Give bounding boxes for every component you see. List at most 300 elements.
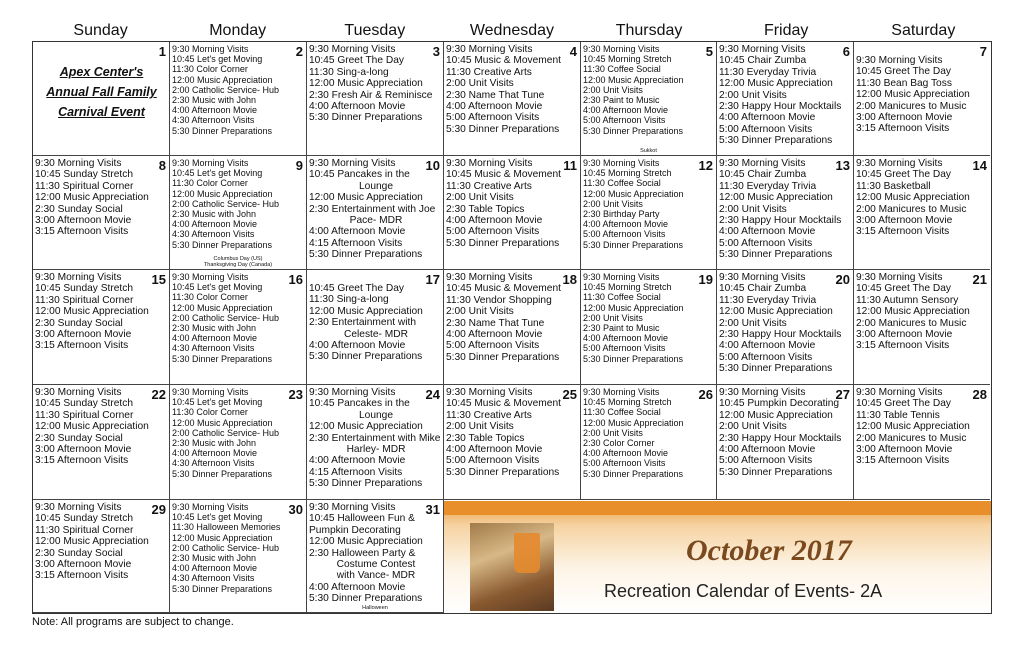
event-list (307, 42, 443, 124)
event-item: 9:30 Morning Visits (172, 44, 249, 54)
event-item: 12:00 Music Appreciation (583, 188, 684, 199)
event-item: 12:00 Music Appreciation (719, 409, 833, 421)
event-item: with Vance- MDR (336, 570, 416, 582)
event-item: 2:30 Music with John (172, 323, 257, 334)
event-list (307, 156, 443, 261)
event-item: 3:00 Afternoon Movie (856, 329, 953, 341)
event-list (33, 156, 169, 238)
event-item: 5:00 Afternoon Visits (583, 115, 666, 126)
event-item: 2:30 Music with John (172, 553, 257, 564)
event-list (581, 270, 716, 364)
event-item: 3:00 Afternoon Movie (35, 329, 132, 341)
event-item: 2:00 Catholic Service- Hub (172, 542, 280, 553)
event-item: 9:30 Morning Visits (35, 158, 122, 169)
day-cell-27 (717, 385, 854, 500)
event-item: 2:30 Sunday Social (35, 203, 123, 215)
day-cell-28 (854, 385, 990, 500)
apex-line: Apex Center's (59, 65, 144, 79)
event-item: 2:00 Manicures to Music (856, 317, 967, 329)
event-item: Costume Contest (336, 559, 416, 571)
autumn-photo (470, 523, 554, 611)
event-item: 3:00 Afternoon Movie (35, 215, 132, 227)
event-item: 11:30 Table Tennis (856, 409, 940, 421)
event-item: 12:00 Music Appreciation (856, 306, 970, 318)
event-item: 5:00 Afternoon Visits (583, 343, 666, 354)
event-item: 10:45 Chair Zumba (719, 283, 807, 295)
day-cell-26 (581, 385, 717, 500)
event-item: 5:30 Dinner Preparations (719, 466, 833, 478)
event-item: 9:30 Morning Visits (309, 387, 396, 398)
event-item: 9:30 Morning Visits (446, 272, 533, 283)
event-item: Lounge (359, 180, 393, 192)
day-cell-29 (33, 500, 170, 613)
event-item: 4:00 Afternoon Movie (583, 333, 669, 344)
event-item: 2:30 Halloween Party & (309, 547, 416, 559)
event-item: 2:30 Entertainment with (309, 317, 417, 329)
event-item: 9:30 Morning Visits (35, 272, 122, 283)
month-banner (444, 501, 991, 613)
event-item: 10:45 Pancakes in the (309, 169, 410, 181)
day-cell-9 (170, 156, 307, 270)
event-item: 2:00 Unit Visits (446, 192, 514, 204)
holiday-label: Halloween (362, 605, 388, 611)
event-item: 10:45 Let's get Moving (172, 512, 263, 523)
event-item: 5:30 Dinner Preparations (172, 583, 273, 594)
event-item: 11:30 Color Corner (172, 292, 248, 303)
event-item: 2:00 Unit Visits (583, 84, 643, 95)
event-item: 12:00 Music Appreciation (35, 421, 149, 433)
event-item: 11:30 Coffee Social (583, 178, 661, 189)
event-item: 4:00 Afternoon Movie (172, 105, 258, 116)
event-item: 4:00 Afternoon Movie (309, 581, 406, 593)
day-number: 27 (835, 387, 850, 402)
day-number: 16 (288, 272, 303, 287)
day-number: 10 (425, 158, 440, 173)
event-item: 9:30 Morning Visits (856, 55, 943, 66)
day-number: 12 (698, 158, 713, 173)
event-item: 10:45 Greet The Day (309, 55, 404, 67)
event-item: 9:30 Morning Visits (583, 272, 660, 282)
event-item: 10:45 Sunday Stretch (35, 169, 133, 181)
day-cell-20 (717, 270, 854, 385)
day-cell-25 (444, 385, 581, 500)
event-item: 2:30 Name That Tune (446, 89, 545, 101)
event-item: 2:00 Unit Visits (719, 317, 787, 329)
event-item: 10:45 Sunday Stretch (35, 283, 133, 295)
event-item: 10:45 Greet The Day (856, 398, 951, 410)
event-item: 4:00 Afternoon Movie (309, 226, 406, 238)
event-item: 2:00 Unit Visits (583, 198, 643, 209)
event-item: 2:00 Manicures to Music (856, 203, 967, 215)
event-item: 5:00 Afternoon Visits (719, 455, 813, 467)
event-list (444, 156, 580, 249)
event-list (717, 156, 853, 261)
cider-glass-icon (514, 533, 540, 573)
event-item: 2:30 Birthday Party (583, 209, 660, 220)
event-list (170, 156, 306, 250)
day-cell-10 (307, 156, 444, 270)
event-item: 2:30 Music with John (172, 95, 257, 106)
event-item: 9:30 Morning Visits (856, 158, 943, 169)
event-item: 2:00 Unit Visits (583, 427, 643, 438)
event-item: 9:30 Morning Visits (446, 44, 533, 55)
event-list (307, 500, 443, 605)
day-number: 7 (979, 44, 987, 59)
event-item: 12:00 Music Appreciation (309, 421, 423, 433)
event-item: 3:15 Afternoon Visits (35, 570, 129, 582)
event-item: 5:30 Dinner Preparations (309, 112, 423, 124)
day-number: 24 (425, 387, 440, 402)
event-item: 9:30 Morning Visits (719, 44, 806, 55)
event-item: 10:45 Greet The Day (309, 283, 404, 294)
event-item: 2:30 Happy Hour Mocktails (719, 215, 842, 227)
event-item: 11:30 Creative Arts (446, 409, 532, 421)
event-item: 5:30 Dinner Preparations (309, 593, 423, 605)
banner-stripe (444, 501, 991, 515)
event-item: 2:00 Unit Visits (719, 421, 787, 433)
event-item: 5:30 Dinner Preparations (583, 353, 684, 364)
event-item: 9:30 Morning Visits (309, 158, 396, 169)
event-item: 12:00 Music Appreciation (309, 192, 423, 204)
event-item: 9:30 Morning Visits (856, 387, 943, 398)
event-item: 9:30 Morning Visits (172, 158, 249, 168)
event-item: 10:45 Pancakes in the (309, 398, 410, 410)
event-item: 4:00 Afternoon Movie (309, 340, 406, 352)
event-item: 9:30 Morning Visits (719, 158, 806, 169)
event-item: 4:00 Afternoon Movie (446, 215, 543, 227)
event-item: 5:30 Dinner Preparations (583, 125, 684, 136)
event-item: 5:30 Dinner Preparations (446, 466, 560, 478)
event-list (33, 385, 169, 467)
holiday-label: Sukkot (640, 148, 657, 154)
event-item: 4:30 Afternoon Visits (172, 115, 255, 126)
event-item: 5:30 Dinner Preparations (172, 125, 273, 136)
event-item: 10:45 Let's get Moving (172, 54, 263, 65)
event-item: 2:30 Music with John (172, 438, 257, 449)
event-item: 11:30 Everyday Trivia (719, 66, 817, 78)
day-number: 11 (563, 158, 577, 173)
day-cell-22 (33, 385, 170, 500)
event-item: 11:30 Color Corner (172, 64, 248, 75)
event-item: 2:00 Catholic Service- Hub (172, 427, 280, 438)
day-number: 13 (835, 158, 850, 173)
event-list (717, 42, 853, 147)
event-list (170, 42, 306, 136)
day-number: 18 (562, 272, 577, 287)
footnote: Note: All programs are subject to change. (32, 616, 234, 628)
weekday-sunday: Sunday (73, 22, 128, 39)
day-number: 25 (562, 387, 577, 402)
event-item: 5:00 Afternoon Visits (719, 123, 813, 135)
event-item: 2:30 Entertainment with Mike (309, 432, 441, 444)
event-item: 12:00 Music Appreciation (172, 74, 273, 85)
event-item: 2:30 Fresh Air & Reminisce (309, 89, 433, 101)
event-item: 12:00 Music Appreciation (172, 188, 273, 199)
event-item: 11:30 Everyday Trivia (719, 180, 817, 192)
day-number: 8 (158, 158, 166, 173)
event-item: 12:00 Music Appreciation (35, 192, 149, 204)
calendar-subtitle: Recreation Calendar of Events- 2A (604, 581, 883, 601)
event-list (581, 42, 716, 136)
event-item: 3:00 Afternoon Movie (35, 444, 132, 456)
event-item: 5:30 Dinner Preparations (309, 249, 423, 261)
event-item: 2:30 Table Topics (446, 203, 525, 215)
event-item: 2:00 Manicures to Music (856, 100, 967, 112)
day-cell-13 (717, 156, 854, 270)
event-item: 9:30 Morning Visits (172, 387, 249, 397)
event-list (717, 270, 853, 375)
day-number: 2 (295, 44, 303, 59)
event-item: 11:30 Sing-a-long (309, 66, 389, 78)
event-item: 10:45 Music & Movement (446, 283, 561, 295)
event-item: 3:00 Afternoon Movie (856, 215, 953, 227)
day-cell-14 (854, 156, 990, 270)
event-item: 9:30 Morning Visits (35, 387, 122, 398)
day-cell-2 (170, 42, 307, 156)
event-item: 2:00 Catholic Service- Hub (172, 198, 280, 209)
day-number: 22 (151, 387, 166, 402)
day-cell-30 (170, 500, 307, 613)
weekday-wednesday: Wednesday (469, 22, 555, 39)
event-item: 11:30 Coffee Social (583, 292, 661, 303)
event-item: 9:30 Morning Visits (583, 44, 660, 54)
event-item: 10:45 Music & Movement (446, 55, 561, 67)
event-list (581, 385, 716, 479)
event-item: 10:45 Music & Movement (446, 398, 561, 410)
day-number: 30 (288, 502, 303, 517)
event-item: 2:00 Unit Visits (446, 421, 514, 433)
event-item: 9:30 Morning Visits (446, 158, 533, 169)
event-list (854, 156, 990, 238)
event-item: 2:30 Happy Hour Mocktails (719, 101, 842, 113)
event-item: 12:00 Music Appreciation (583, 302, 684, 313)
event-item: 10:45 Chair Zumba (719, 55, 807, 67)
event-list (307, 385, 443, 490)
event-item: 10:45 Music & Movement (446, 169, 561, 181)
event-item: 2:30 Entertainment with Joe (309, 203, 436, 215)
event-item: 4:00 Afternoon Movie (583, 105, 669, 116)
event-item: 9:30 Morning Visits (583, 387, 660, 397)
event-item: 5:00 Afternoon Visits (583, 458, 666, 469)
event-item: 4:30 Afternoon Visits (172, 573, 255, 584)
event-item: 11:30 Coffee Social (583, 407, 661, 418)
event-item: 4:00 Afternoon Movie (172, 563, 258, 574)
event-item: 11:30 Creative Arts (446, 180, 532, 192)
day-cell-4 (444, 42, 581, 156)
event-item: 3:15 Afternoon Visits (35, 226, 129, 238)
day-number: 9 (295, 158, 303, 173)
event-item: 4:00 Afternoon Movie (719, 444, 816, 456)
event-list (307, 270, 443, 363)
day-cell-23 (170, 385, 307, 500)
event-item: 11:30 Everyday Trivia (719, 294, 817, 306)
event-item: 3:15 Afternoon Visits (856, 455, 950, 467)
event-item: 2:30 Name That Tune (446, 317, 545, 329)
event-item: 9:30 Morning Visits (35, 502, 122, 513)
day-cell-12 (581, 156, 717, 270)
event-item: Celeste- MDR (344, 328, 408, 340)
event-item: 4:30 Afternoon Visits (172, 343, 255, 354)
event-item: 9:30 Morning Visits (309, 502, 396, 513)
event-list (33, 270, 169, 352)
event-item: 5:00 Afternoon Visits (446, 455, 540, 467)
day-cell-7 (854, 42, 990, 156)
event-item: 5:30 Dinner Preparations (583, 468, 684, 479)
event-item: 5:30 Dinner Preparations (172, 468, 273, 479)
event-item: 10:45 Morning Stretch (583, 397, 672, 408)
event-item: 11:30 Halloween Memories (172, 522, 281, 533)
day-number: 1 (158, 44, 166, 59)
event-item: 11:30 Sing-a-long (309, 294, 389, 306)
day-cell-3 (307, 42, 444, 156)
event-item: 12:00 Music Appreciation (719, 306, 833, 318)
event-item: 5:00 Afternoon Visits (446, 112, 540, 124)
event-item: 4:00 Afternoon Movie (446, 444, 543, 456)
event-item: 12:00 Music Appreciation (172, 302, 273, 313)
event-item: 10:45 Chair Zumba (719, 169, 807, 181)
weekday-tuesday: Tuesday (344, 22, 406, 39)
event-list (444, 385, 580, 478)
event-item: 9:30 Morning Visits (583, 158, 660, 168)
weekday-thursday: Thursday (615, 22, 683, 39)
event-item: 5:00 Afternoon Visits (446, 226, 540, 238)
event-item: 5:30 Dinner Preparations (309, 351, 423, 363)
event-item: 4:00 Afternoon Movie (583, 219, 669, 230)
event-item: 11:30 Creative Arts (446, 66, 532, 78)
day-number: 28 (972, 387, 987, 402)
event-item: Pumpkin Decorating (309, 524, 401, 536)
event-item: 5:30 Dinner Preparations (719, 135, 833, 147)
event-item: 5:30 Dinner Preparations (719, 363, 833, 375)
event-list (33, 42, 169, 44)
event-item: 4:00 Afternoon Movie (719, 226, 816, 238)
event-item: 5:30 Dinner Preparations (446, 351, 560, 363)
day-number: 26 (698, 387, 713, 402)
event-item: 10:45 Let's get Moving (172, 282, 263, 293)
event-item: 12:00 Music Appreciation (309, 305, 423, 317)
weekday-monday: Monday (209, 22, 267, 39)
event-item: 2:30 Music with John (172, 209, 257, 220)
event-item: 5:30 Dinner Preparations (446, 123, 560, 135)
event-item: 4:00 Afternoon Movie (172, 333, 258, 344)
event-item: 12:00 Music Appreciation (35, 306, 149, 318)
event-item: 2:30 Table Topics (446, 432, 525, 444)
event-item: 2:00 Unit Visits (719, 203, 787, 215)
event-item: 3:15 Afternoon Visits (35, 340, 129, 352)
day-cell-6 (717, 42, 854, 156)
event-item: 11:30 Spiritual Corner (35, 294, 134, 306)
event-item: 5:30 Dinner Preparations (719, 249, 833, 261)
apex-line: Annual Fall Family (46, 85, 157, 99)
event-item: 3:00 Afternoon Movie (35, 559, 132, 571)
event-item: 10:45 Greet The Day (856, 66, 951, 78)
day-number: 14 (972, 158, 987, 173)
event-item: 4:00 Afternoon Movie (446, 329, 543, 341)
event-item: Pace- MDR (349, 215, 403, 227)
event-list (444, 42, 580, 135)
event-item: Lounge (359, 409, 393, 421)
event-item: 5:00 Afternoon Visits (446, 340, 540, 352)
event-item: 4:00 Afternoon Movie (172, 448, 258, 459)
day-cell-19 (581, 270, 717, 385)
event-item: 4:00 Afternoon Movie (309, 455, 406, 467)
event-list (581, 156, 716, 250)
event-item: 4:15 Afternoon Visits (309, 466, 403, 478)
event-item: 5:00 Afternoon Visits (719, 237, 813, 249)
apex-line: Carnival Event (58, 105, 145, 119)
event-item: 2:00 Unit Visits (446, 78, 514, 90)
event-list (854, 270, 990, 352)
event-item: 9:30 Morning Visits (309, 44, 396, 55)
weekday-friday: Friday (763, 22, 809, 39)
day-number: 29 (151, 502, 166, 517)
event-item: 9:30 Morning Visits (172, 502, 249, 512)
weekday-saturday: Saturday (891, 22, 956, 39)
event-item: 11:30 Spiritual Corner (35, 524, 134, 536)
event-item: 9:30 Morning Visits (719, 272, 806, 283)
day-cell-5 (581, 42, 717, 156)
event-item: 3:00 Afternoon Movie (856, 444, 953, 456)
event-item: 10:45 Let's get Moving (172, 168, 263, 179)
event-item: 2:30 Sunday Social (35, 317, 123, 329)
event-item: 10:45 Let's get Moving (172, 397, 263, 408)
event-item (309, 272, 443, 283)
event-item: 10:45 Pumpkin Decorating (719, 398, 840, 410)
event-item: 4:00 Afternoon Movie (309, 101, 406, 113)
day-number: 21 (972, 272, 987, 287)
event-item: 4:15 Afternoon Visits (309, 237, 403, 249)
event-item: 5:30 Dinner Preparations (172, 239, 273, 250)
event-item: 3:15 Afternoon Visits (856, 123, 950, 135)
day-cell-31 (307, 500, 444, 613)
event-item: 10:45 Greet The Day (856, 169, 951, 181)
event-item: 3:15 Afternoon Visits (856, 226, 950, 238)
day-cell-21 (854, 270, 990, 385)
event-item: 4:30 Afternoon Visits (172, 458, 255, 469)
event-item: 11:30 Bean Bag Toss (856, 77, 952, 89)
event-item: 12:00 Music Appreciation (309, 536, 423, 548)
event-list (854, 42, 990, 135)
event-item: 11:30 Autumn Sensory (856, 294, 959, 306)
day-number: 20 (835, 272, 850, 287)
event-item: 11:30 Color Corner (172, 178, 248, 189)
event-item: 2:30 Color Corner (583, 438, 655, 449)
day-cell-17 (307, 270, 444, 385)
event-item: 5:00 Afternoon Visits (719, 351, 813, 363)
calendar-grid (32, 41, 992, 614)
event-item: 11:30 Spiritual Corner (35, 409, 134, 421)
event-item: 12:00 Music Appreciation (172, 417, 273, 428)
day-number: 5 (705, 44, 713, 59)
event-item: Harley- MDR (346, 444, 406, 456)
event-list (717, 385, 853, 478)
day-number: 15 (151, 272, 166, 287)
event-item: 3:15 Afternoon Visits (856, 340, 950, 352)
day-number: 3 (432, 44, 440, 59)
event-item: 2:00 Unit Visits (446, 306, 514, 318)
event-item: 12:00 Music Appreciation (856, 89, 970, 101)
day-number: 19 (698, 272, 713, 287)
event-item: 4:30 Afternoon Visits (172, 229, 255, 240)
event-item: 2:30 Sunday Social (35, 547, 123, 559)
event-item: 2:30 Paint to Music (583, 323, 660, 334)
event-item: 4:00 Afternoon Movie (719, 340, 816, 352)
event-item: 2:30 Happy Hour Mocktails (719, 329, 842, 341)
event-item: 2:00 Manicures to Music (856, 432, 967, 444)
day-number: 4 (569, 44, 577, 59)
event-item: 5:00 Afternoon Visits (583, 229, 666, 240)
event-item: 12:00 Music Appreciation (583, 417, 684, 428)
